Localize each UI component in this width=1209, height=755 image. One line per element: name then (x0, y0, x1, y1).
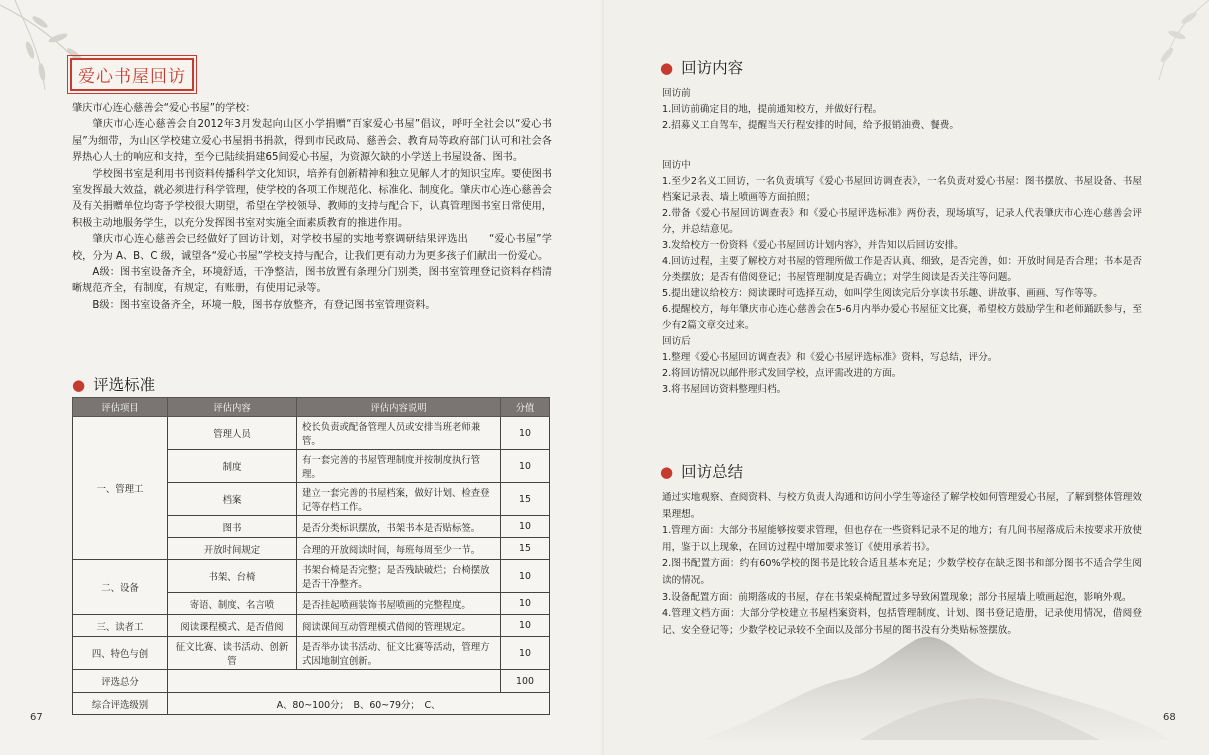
table-row (73, 615, 550, 637)
item-cell: 管理人员 (168, 417, 297, 450)
list-item: 3.将书屋回访资料整理归档。 (662, 384, 787, 395)
paragraph: A级：图书室设备齐全，环境舒适，干净整洁，图书放置有条理分门别类，图书室管理登记资料存档清晰规范齐全，有制度，有规定，有账册，有使用记录等。 (72, 267, 552, 295)
branch-decoration-icon (0, 0, 140, 110)
after-label: 回访后 (662, 336, 691, 347)
item-cell: 征文比赛、读书活动、创新管 (168, 637, 297, 670)
evaluation-table (72, 397, 550, 715)
desc-cell: 校长负责或配备管理人员或安排当班老师兼管。 (297, 417, 501, 450)
desc-cell: 书架台椅是否完整；是否残缺破烂；台椅摆放是否干净整齐。 (297, 560, 501, 593)
score-cell: 15 (501, 538, 550, 560)
page-number-right: 68 (1163, 712, 1176, 723)
before-label: 回访前 (662, 88, 691, 99)
list-item: 3.发给校方一份资料《爱心书屋回访计划内容》，并告知以后回访安排。 (662, 240, 964, 251)
group-cell: 一、管理工 (73, 417, 168, 560)
group-cell: 四、特色与创 (73, 637, 168, 670)
score-cell: 10 (501, 417, 550, 450)
list-item: 6.提醒校方，每年肇庆市心连心慈善会在5-6月内举办爱心书屋征文比赛，希望校方鼓励学生和老师踊跃参与，至少有2篇文章交过来。 (662, 304, 1142, 331)
table-row-grade (73, 693, 550, 715)
table-row (73, 560, 550, 593)
visit-content-text (662, 86, 1142, 398)
page-number-left: 67 (30, 712, 43, 723)
intro-text (72, 101, 552, 314)
table-row (73, 637, 550, 670)
bullet-dot-icon: ● (660, 59, 674, 77)
total-score: 100 (501, 670, 550, 693)
grade-value: A、80~100分； B、60~79分； C、 (168, 693, 550, 715)
item-cell: 制度 (168, 450, 297, 483)
during-label: 回访中 (662, 160, 691, 171)
bullet-dot-icon: ● (660, 463, 674, 481)
score-cell: 10 (501, 450, 550, 483)
total-blank-cell (168, 670, 501, 693)
item-cell: 开放时间规定 (168, 538, 297, 560)
group-cell: 二、设备 (73, 560, 168, 615)
list-item: 4.回访过程，主要了解校方对书屋的管理所做工作是否认真、细致，是否完善，如：开放时间是否合理；书本是否分类摆放；是否有借阅登记；书屋管理制度是否确立；对学生阅读是否关注等问题。 (662, 256, 1142, 283)
desc-cell: 是否分类标识摆放，书架书本是否贴标签。 (297, 516, 501, 538)
list-item: 1.整理《爱心书屋回访调查表》和《爱心书屋评选标准》资料，写总结，评分。 (662, 352, 998, 363)
desc-cell: 是否挂起喷画装饰书屋喷画的完整程度。 (297, 593, 501, 615)
branch-decoration-icon (1089, 0, 1209, 90)
item-cell: 寄语、制度、名言喷 (168, 593, 297, 615)
list-item: 3.设备配置方面：前期落成的书屋，存在书架桌椅配置过多导致闲置现象；部分书屋墙上喷画起泡，影响外观。 (662, 591, 1132, 603)
desc-cell: 合理的开放阅读时间，每班每周至少一节。 (297, 538, 501, 560)
column-header: 评估内容 (168, 398, 297, 417)
total-label: 评选总分 (73, 670, 168, 693)
score-cell: 10 (501, 516, 550, 538)
section-heading-summary: ● 回访总结 (660, 463, 744, 481)
score-cell: 10 (501, 615, 550, 637)
summary-text (662, 490, 1142, 639)
column-header: 评估项目 (73, 398, 168, 417)
desc-cell: 有一套完善的书屋管理制度并按制度执行管理。 (297, 450, 501, 483)
desc-cell: 阅读课间互动管理模式借阅的管理规定。 (297, 615, 501, 637)
page-title: 爱心书屋回访 (70, 58, 194, 91)
paragraph: 肇庆市心连心慈善会自2012年3月发起向山区小学捐赠“百家爱心书屋”倡议，呼吁全社会以“爱心书屋”为细带，为山区学校建立爱心书屋捐书捐款，得到市民政局、慈善会、教育局等政府部门认可和社会各界热心人士的响应和支持，至今已陆续捐建65间爱心书屋，为资源欠缺的小学送上书屋设备、图书。 (72, 119, 552, 164)
bullet-dot-icon: ● (72, 376, 86, 394)
column-header: 评估内容说明 (297, 398, 501, 417)
summary-intro: 通过实地观察、查阅资料、与校方负责人沟通和访问小学生等途径了解学校如何管理爱心书屋，了解到整体管理效果理想。 (662, 492, 1142, 520)
list-item: 2.图书配置方面：约有60%学校的图书是比较合适且基本充足；少数学校存在缺乏图书和部分图书不适合学生阅读的情况。 (662, 558, 1142, 586)
score-cell: 10 (501, 637, 550, 670)
desc-cell: 是否举办读书活动、征文比赛等活动，管理方式因地制宜创新。 (297, 637, 501, 670)
grade-label: 综合评选级别 (73, 693, 168, 715)
list-item: 2.带备《爱心书屋回访调查表》和《爱心书屋评选标准》两份表，现场填写，记录人代表肇庆市心连心慈善会评分，并总结意见。 (662, 208, 1142, 235)
list-item: 5.提出建议给校方：阅读课时可选择互动，如叫学生阅读完后分享读书乐趣、讲故事、画画、写作等等。 (662, 288, 1103, 299)
list-item: 1.回访前确定目的地，提前通知校方，并做好行程。 (662, 104, 883, 115)
desc-cell: 建立一套完善的书屋档案，做好计划、检查登记等存档工作。 (297, 483, 501, 516)
table-row (73, 417, 550, 450)
table-header-row (73, 398, 550, 417)
group-cell: 三、读者工 (73, 615, 168, 637)
column-header: 分值 (501, 398, 550, 417)
list-item: 1.至少2名义工回访，一名负责填写《爱心书屋回访调查表》，一名负责对爱心书屋：图书摆放、书屋设备、书屋档案记录表、墙上喷画等方面拍照； (662, 176, 1142, 203)
item-cell: 阅读课程模式、是否借阅 (168, 615, 297, 637)
score-cell: 15 (501, 483, 550, 516)
section-heading-visit-content: ● 回访内容 (660, 59, 744, 77)
section-heading-criteria: ● 评选标准 (72, 376, 156, 394)
item-cell: 图书 (168, 516, 297, 538)
paragraph: 学校图书室是利用书刊资料传播科学文化知识，培养有创新精神和独立见解人才的知识宝库。要使图书室发挥最大效益，就必须进行科学管理，使学校的各项工作规范化、标准化、制度化。肇庆市心连心慈善会及有关捐赠单位均寄予学校很大期望，希望在学校领导、教师的支持与配合下，认真管理图书室日常使用，积极主动地服务学生，以充分发挥图书室对实施全面素质教育的推进作用。 (72, 168, 552, 229)
spacer (662, 134, 1142, 150)
list-item: 2.将回访情况以邮件形式发回学校，点评需改进的方面。 (662, 368, 902, 379)
table-row-total (73, 670, 550, 693)
score-cell: 10 (501, 560, 550, 593)
list-item: 2.招募义工自驾车，提醒当天行程安排的时间，给予报销油费、餐费。 (662, 120, 959, 131)
left-page (0, 0, 604, 755)
item-cell: 书架、台椅 (168, 560, 297, 593)
list-item: 4.管理文档方面：大部分学校建立书屋档案资料，包括管理制度、计划、图书登记造册，记录使用情况，借阅登记、安全登记等；少数学校记录较不全面以及部分书屋的图书没有分类贴标签摆放。 (662, 608, 1142, 636)
score-cell: 10 (501, 593, 550, 615)
greeting: 肇庆市心连心慈善会“爱心书屋”的学校： (72, 103, 256, 114)
item-cell: 档案 (168, 483, 297, 516)
paragraph: 肇庆市心连心慈善会已经做好了回访计划，对学校书屋的实地考察调研结果评选出 “爱心书屋”学校，分为 A、B、C 级，诚望各“爱心书屋”学校支持与配合，让我们更有动力为更多孩子们献出一份爱心。 (72, 234, 552, 262)
list-item: 1.管理方面：大部分书屋能够按要求管理，但也存在一些资料记录不足的地方；有几间书屋落成后未按要求开放使用，鉴于以上现象，在回访过程中增加要求签订《使用承若书》。 (662, 525, 1142, 553)
paragraph: B级：图书室设备齐全，环境一般，图书存放整齐，有登记图书室管理资料。 (92, 299, 436, 311)
